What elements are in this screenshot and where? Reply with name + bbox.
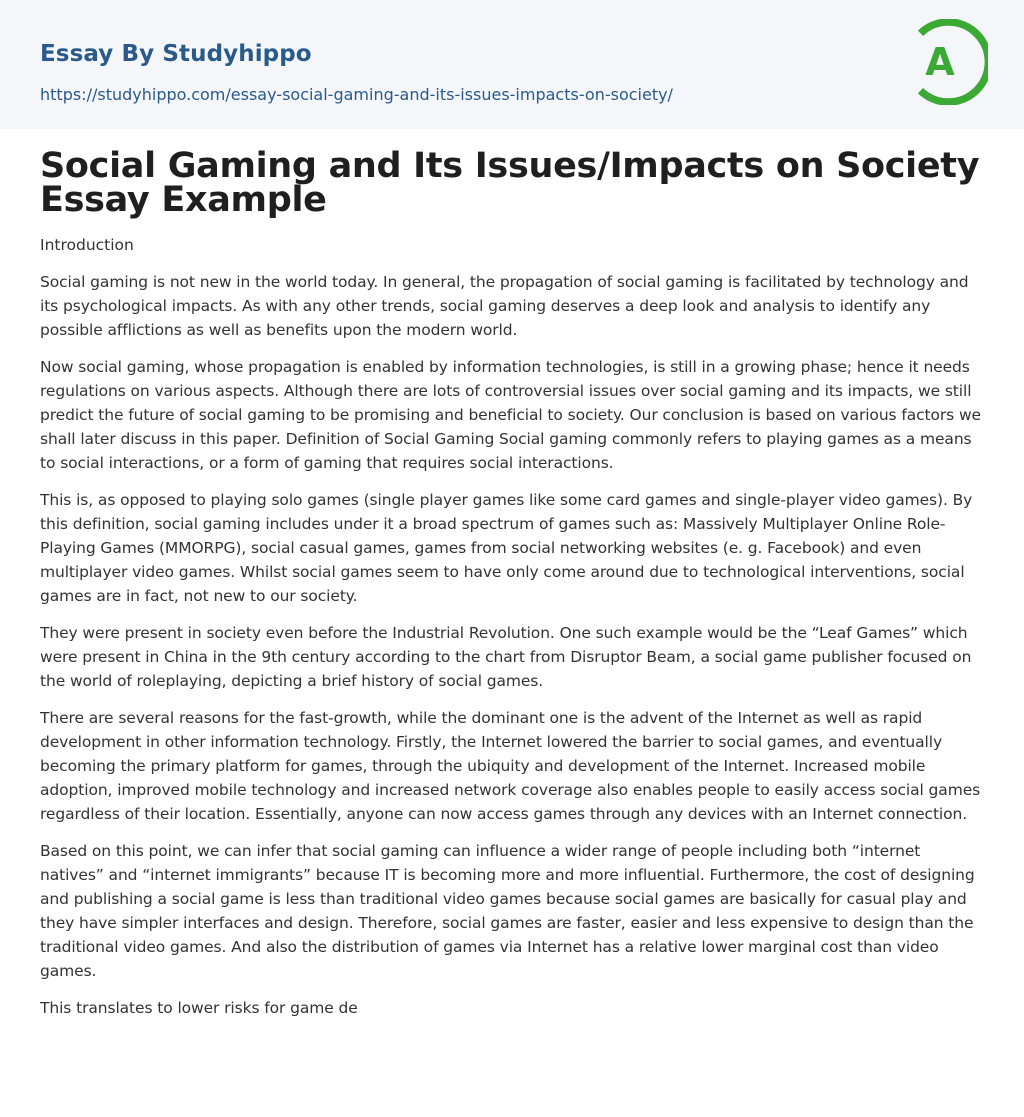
article-paragraph-4: They were present in society even before the Industrial Revolution. One such example would be the “Leaf Games” which were present in China in the 9th century according to the chart from Disruptor Beam, a social game publisher focused on the world of roleplaying, depicting a brief history of social games. xyxy=(40,624,972,690)
page-url-link[interactable]: https://studyhippo.com/essay-social-gaming-and-its-issues-impacts-on-society/ xyxy=(40,85,673,104)
studyhippo-logo-icon[interactable] xyxy=(912,19,988,105)
article-paragraph-5: There are several reasons for the fast-growth, while the dominant one is the advent of the Internet as well as rapid development in other information technology. Firstly, the Internet lowered the barrier to social games, and eventually becoming the primary platform for games, through the ubiquity and development of the Internet. Increased mobile adoption, improved mobile technology and increased network coverage also enables people to easily access social games regardless of their location. Essentially, anyone can now access games through any devices with an Internet connection. xyxy=(40,709,981,823)
site-header xyxy=(0,0,1024,129)
logo-letter: A xyxy=(925,40,955,84)
site-brand[interactable]: Essay By Studyhippo xyxy=(40,41,312,67)
article-paragraph-7-truncated: This translates to lower risks for game de xyxy=(40,999,358,1017)
article-content xyxy=(0,146,1024,1020)
article-paragraph-1: Social gaming is not new in the world today. In general, the propagation of social gaming is facilitated by technology and its psychological impacts. As with any other trends, social gaming deserves a deep look and analysis to identify any possible afflictions as well as benefits upon the modern world. xyxy=(40,273,969,339)
article-paragraph-2: Now social gaming, whose propagation is enabled by information technologies, is still in a growing phase; hence it needs regulations on various aspects. Although there are lots of controversial issues over social gaming and its impacts, we still predict the future of social gaming to be promising and beneficial to society. Our conclusion is based on various factors we shall later discuss in this paper. Definition of Social Gaming Social gaming commonly refers to playing games as a means to social interactions, or a form of gaming that requires social interactions. xyxy=(40,358,981,472)
article-title: Social Gaming and Its Issues/Impacts on Society Essay Example xyxy=(40,146,980,220)
article-paragraph-3: This is, as opposed to playing solo games (single player games like some card games and single-player video games). By this definition, social gaming includes under it a broad spectrum of games such as: Massively Multiplayer Online Role-Playing Games (MMORPG), social casual games, games from social networking websites (e. g. Facebook) and even multiplayer video games. Whilst social games seem to have only come around due to technological interventions, social games are in fact, not new to our society. xyxy=(40,491,973,605)
section-heading-introduction: Introduction xyxy=(40,236,134,254)
article-paragraph-6: Based on this point, we can infer that social gaming can influence a wider range of people including both “internet natives” and “internet immigrants” because IT is becoming more and more influential. Furthermore, the cost of designing and publishing a social game is less than traditional video games because social games are basically for casual play and they have simpler interfaces and design. Therefore, social games are faster, easier and less expensive to design than the traditional video games. And also the distribution of games via Internet has a relative lower marginal cost than video games. xyxy=(40,842,975,980)
